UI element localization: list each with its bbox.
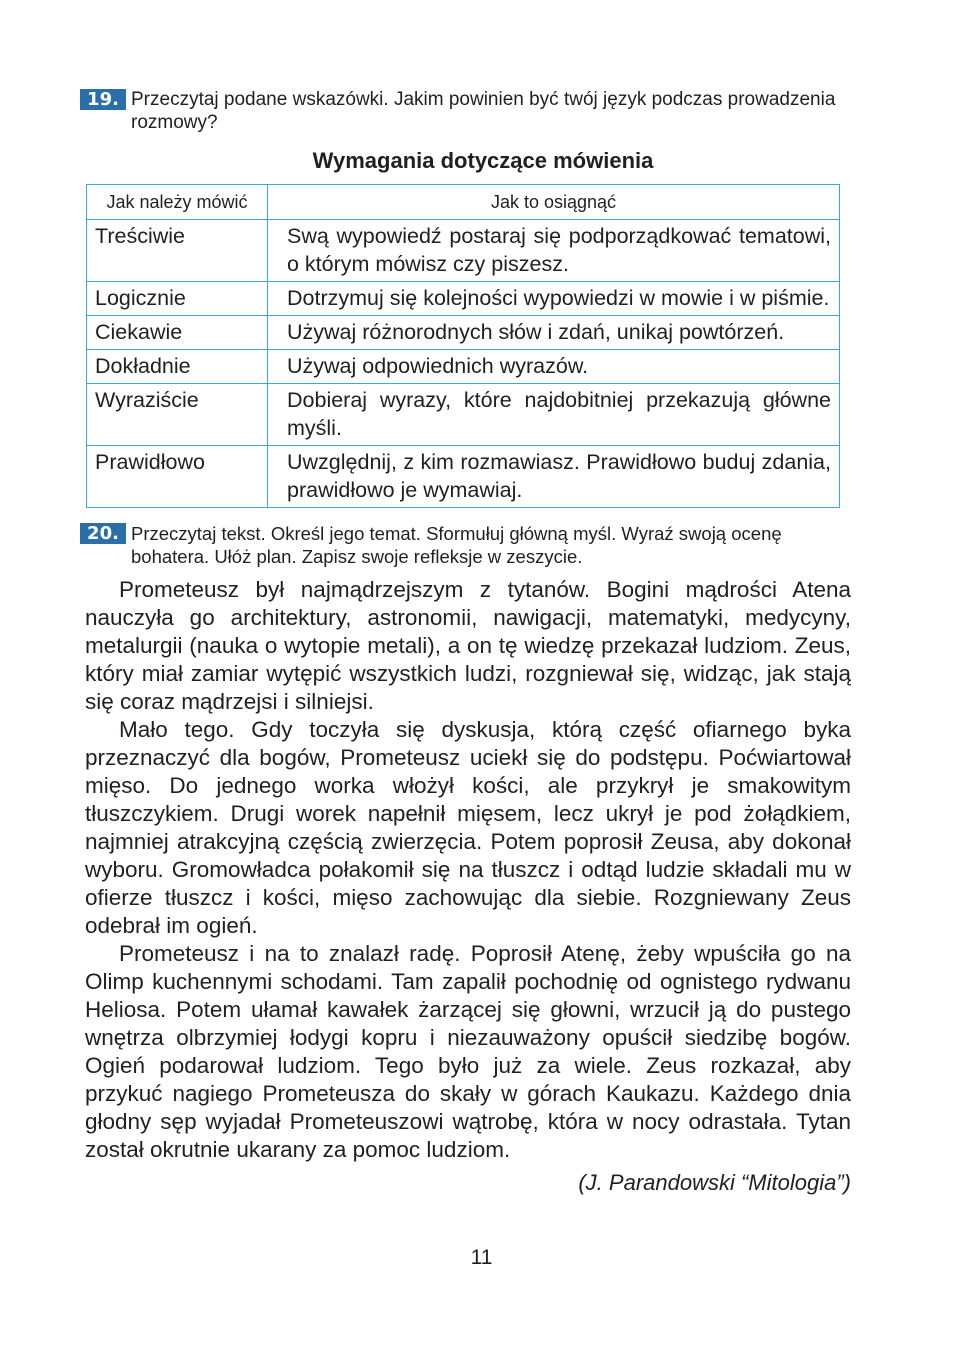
table-row — [87, 282, 840, 316]
story-text — [85, 576, 851, 1164]
story-paragraph: Mało tego. Gdy toczyła się dyskusja, którą część ofiarnego byka przeznaczyć dla bogów, Prometeusz uciekł się do podstępu. Poćwiartował mięso. Do jednego worka włożył kości, ale przykrył je smakowitym tłuszczykiem. Drugi worek napełnił mięsem, lecz ukrył je pod żołądkiem, najmniej atrakcyjną częścią zwierzęcia. Potem poprosił Zeusa, aby dokonał wyboru. Gromowładca połakomił się na tłuszcz i odtąd ludzie składali mu w ofierze tłuszcz i kości, mięso zachowując dla siebie. Rozgniewany Zeus odebrał im ogień. — [85, 717, 851, 938]
column-header-advice: Jak to osiągnąć — [268, 185, 840, 220]
page-number: 11 — [470, 1246, 493, 1269]
story-source: (J. Parandowski “Mitologia”) — [578, 1170, 851, 1195]
table-row — [87, 220, 840, 282]
table-row — [87, 316, 840, 350]
cell-advice: Dotrzymuj się kolejności wypowiedzi w mowie i w piśmie. — [268, 282, 840, 316]
cell-how: Prawidłowo — [87, 446, 268, 508]
task-number-badge: 19. — [80, 89, 126, 110]
cell-advice: Używaj odpowiednich wyrazów. — [268, 350, 840, 384]
cell-how: Wyraziście — [87, 384, 268, 446]
cell-advice: Dobieraj wyrazy, które najdobitniej przekazują główne myśli. — [268, 384, 840, 446]
table-row — [87, 384, 840, 446]
cell-how: Logicznie — [87, 282, 268, 316]
cell-how: Dokładnie — [87, 350, 268, 384]
table-title: Wymagania dotyczące mówienia — [312, 148, 654, 173]
task-instruction: Przeczytaj tekst. Określ jego temat. Sformułuj główną myśl. Wyraź swoją ocenę bohatera. Ułóż plan. Zapisz swoje refleksje w zeszycie. — [131, 523, 782, 567]
column-header-how: Jak należy mówić — [87, 185, 268, 220]
cell-advice: Swą wypowiedź postaraj się podporządkować tematowi, o którym mówisz czy piszesz. — [268, 220, 840, 282]
table-row — [87, 446, 840, 508]
requirements-table — [86, 184, 840, 508]
cell-how: Treściwie — [87, 220, 268, 282]
cell-advice: Uwzględnij, z kim rozmawiasz. Prawidłowo buduj zdania, prawidłowo je wymawiaj. — [268, 446, 840, 508]
cell-advice: Używaj różnorodnych słów i zdań, unikaj powtórzeń. — [268, 316, 840, 350]
textbook-page — [85, 88, 851, 1196]
story-paragraph: Prometeusz był najmądrzejszym z tytanów. Bogini mądrości Atena nauczyła go architektury, astronomii, nawigacji, matematyki, medycyny, metalurgii (nauka o wytopie metali), a on tę wiedzę przekazał ludziom. Zeus, który miał zamiar wytępić wszystkich ludzi, rozgniewał się, widząc, jak stają się coraz mądrzejsi i silniejsi. — [85, 577, 851, 714]
task-19 — [85, 88, 851, 134]
table-header-row — [87, 185, 840, 220]
task-number-badge: 20. — [80, 523, 126, 544]
task-20 — [85, 522, 851, 568]
story-paragraph: Prometeusz i na to znalazł radę. Poprosił Atenę, żeby wpuściła go na Olimp kuchennymi schodami. Tam zapalił pochodnię od ognistego rydwanu Heliosa. Potem ułamał kawałek żarzącej się głowni, wrzucił ją do pustego wnętrza olbrzymiej łodygi kopru i niezauważony opuścił siedzibę bogów. Ogień podarował ludziom. Tego było już za wiele. Zeus rozkazał, aby przykuć nagiego Prometeusza do skały w górach Kaukazu. Każdego dnia głodny sęp wyjadał Prometeuszowi wątrobę, która w nocy odrastała. Tytan został okrutnie ukarany za pomoc ludziom. — [85, 941, 851, 1162]
table-row — [87, 350, 840, 384]
cell-how: Ciekawie — [87, 316, 268, 350]
task-instruction: Przeczytaj podane wskazówki. Jakim powinien być twój język podczas prowadzenia rozmowy? — [131, 89, 836, 133]
